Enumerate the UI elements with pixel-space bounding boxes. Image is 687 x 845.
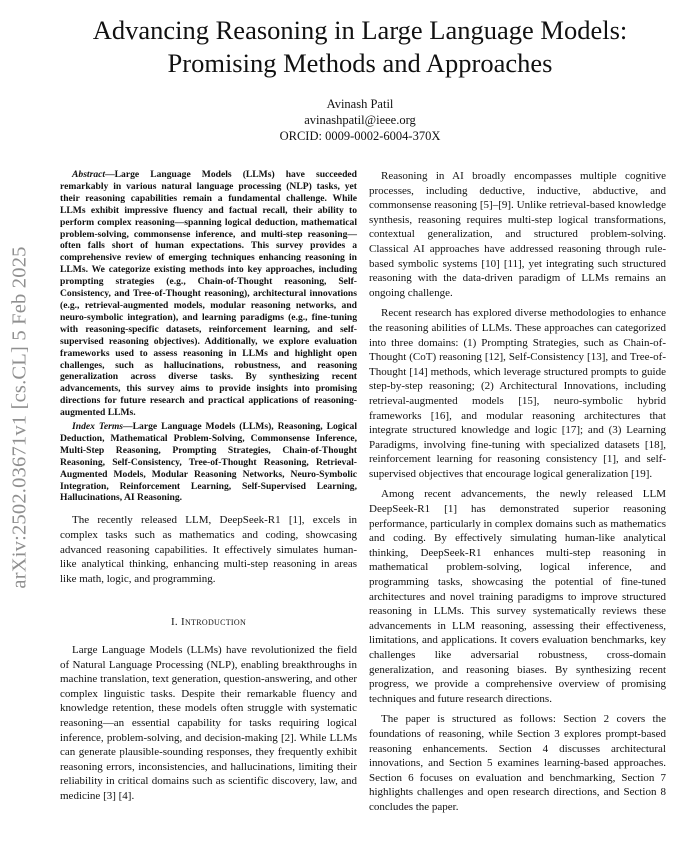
index-terms-text: —Large Language Models (LLMs), Reasoning, Logical Deduction, Mathematical Problem-Solving, Commonsense Inference, Multi-Step Reasoning, Prompting Strategies, Chain-of-Thought Reasoning, Self-Consistency, Tree-of-Thought Reasoning, Retrieval-Augmented Models, Modular Reasoning Networks, Neuro-Symbolic Integration, Reinforcement Learning, Self-Supervised Learning, Hallucinations, AI Reasoning. xyxy=(60,421,357,504)
arxiv-id-text: arXiv:2502.03671v1 [cs.CL] 5 Feb 2025 xyxy=(8,245,31,589)
arxiv-id-stamp xyxy=(0,212,40,622)
title-line-2: Promising Methods and Approaches xyxy=(167,48,553,78)
right-column xyxy=(369,169,666,821)
author-orcid: ORCID: 0009-0002-6004-370X xyxy=(279,129,441,143)
title-line-1: Advancing Reasoning in Large Language Models: xyxy=(92,15,628,45)
index-terms xyxy=(60,421,357,504)
abstract xyxy=(60,169,357,419)
author-block xyxy=(40,96,680,144)
paper-title xyxy=(40,14,680,80)
intro-paragraph-deepseek: The recently released LLM, DeepSeek-R1 [1], excels in complex tasks such as mathematics and coding, showcasing advanced reasoning capabilities. It effectively simulates human-like analytical thinking, enhancing multi-step reasoning in areas like math, logic, and programming. xyxy=(60,514,357,585)
body-paragraph: Recent research has explored diverse methodologies to enhance the reasoning abilities of LLMs. These approaches can categorized into three domains: (1) Prompting Strategies, such as Chain-of-Thought (CoT) reasoning [12], Self-Consistency [13], and Tree-of-Thought [14] methods, which leverage structured prompts to guide step-by-step reasoning; (2) Architectural Innovations, including retrieval-augmented models [15], neuro-symbolic hybrid frameworks [16], and modular reasoning architectures that integrate structured knowledge and logic [17]; and (3) Learning Paradigms, involving fine-tuning with specialized datasets [18], reinforcement learning for reasoning consistency [1], and self-supervised objectives that encourage logical generalization [19]. xyxy=(369,307,666,480)
index-terms-label: Index Terms xyxy=(72,421,124,433)
body-paragraph: The paper is structured as follows: Section 2 covers the foundations of reasoning, while Section 3 explores prompt-based reasoning enhancements. Section 4 discusses architectural innovations, and Section 5 examines learning-based approaches. Section 6 focuses on evaluation and benchmarking, Section 7 highlights challenges and open research directions, and Section 8 concludes the paper. xyxy=(369,713,666,813)
introduction-paragraph-1: Large Language Models (LLMs) have revolutionized the field of Natural Language Processing (NLP), enabling breakthroughs in machine translation, text generation, question-answering, and other complex linguistic tasks. Despite their remarkable fluency and knowledge retention, these models often struggle with systematic reasoning—an essential capability for tasks requiring logical inference, problem-solving, and decision-making [2]. While LLMs can generate plausible-sounding responses, they frequently exhibit reasoning errors, inconsistencies, and hallucinations, limiting their reliability in critical domains such as scientific discovery, law, and medicine [3] [4]. xyxy=(60,643,357,802)
section-heading-introduction: I. Introduction xyxy=(170,616,247,629)
body-paragraph: Among recent advancements, the newly released LLM DeepSeek-R1 [1] has demonstrated superior reasoning performance, particularly in complex domains such as mathematics and coding. By effectively simulating human-like analytical thinking, DeepSeek-R1 enhances multi-step reasoning in mathematical problem-solving, logical inference, and programming tasks, showcasing the potential of fine-tuned architectures and novel training paradigms to improve structured reasoning in LLMs. This survey systematically reviews these advancements in LLM reasoning, assessing their effectiveness, limitations, and applications. It covers evaluation benchmarks, key challenges like adversarial robustness, cross-domain generalization, and reasoning biases. By synthesizing recent progress, we provide a comprehensive overview of promising techniques and future research directions. xyxy=(369,488,666,705)
author-name: Avinash Patil xyxy=(326,97,394,111)
author-email: avinashpatil@ieee.org xyxy=(304,113,416,127)
body-paragraph: Reasoning in AI broadly encompasses multiple cognitive processes, including deductive, inductive, abductive, and commonsense reasoning [5]–[9]. Unlike retrieval-based knowledge synthesis, reasoning requires multi-step logical transformations, contextual generalization, and structured problem-solving. Classical AI approaches have addressed reasoning through rule-based symbolic systems [10] [11], yet integrating such structured reasoning with the data-driven paradigm of LLMs remains an ongoing challenge. xyxy=(369,170,666,299)
abstract-text: —Large Language Models (LLMs) have succeeded remarkably in various natural language processing (NLP) tasks, yet their reasoning capabilities remain a fundamental challenge. While LLMs exhibit impressive fluency and factual recall, their ability to perform complex reasoning—spanning logical deduction, mathematical problem-solving, commonsense inference, and multi-step reasoning—often falls short of human expectations. This survey provides a comprehensive review of emerging techniques enhancing reasoning in LLMs. We categorize existing methods into key approaches, including prompting strategies (e.g., Chain-of-Thought reasoning, Self-Consistency, and Tree-of-Thought reasoning), architectural innovations (e.g., retrieval-augmented models, modular reasoning networks, and neuro-symbolic integration), and learning paradigms (e.g., fine-tuning with reasoning-specific datasets, reinforcement learning, and self-supervised reasoning objectives). Additionally, we explore evaluation frameworks used to assess reasoning in LLMs and highlight open challenges, such as hallucinations, robustness, and reasoning generalization across diverse tasks. By synthesizing recent advancements, this survey aims to provide insights into promising directions for future research and practical applications of reasoning-augmented LLMs. xyxy=(60,169,357,419)
left-column xyxy=(60,169,357,809)
abstract-label: Abstract xyxy=(72,169,106,180)
